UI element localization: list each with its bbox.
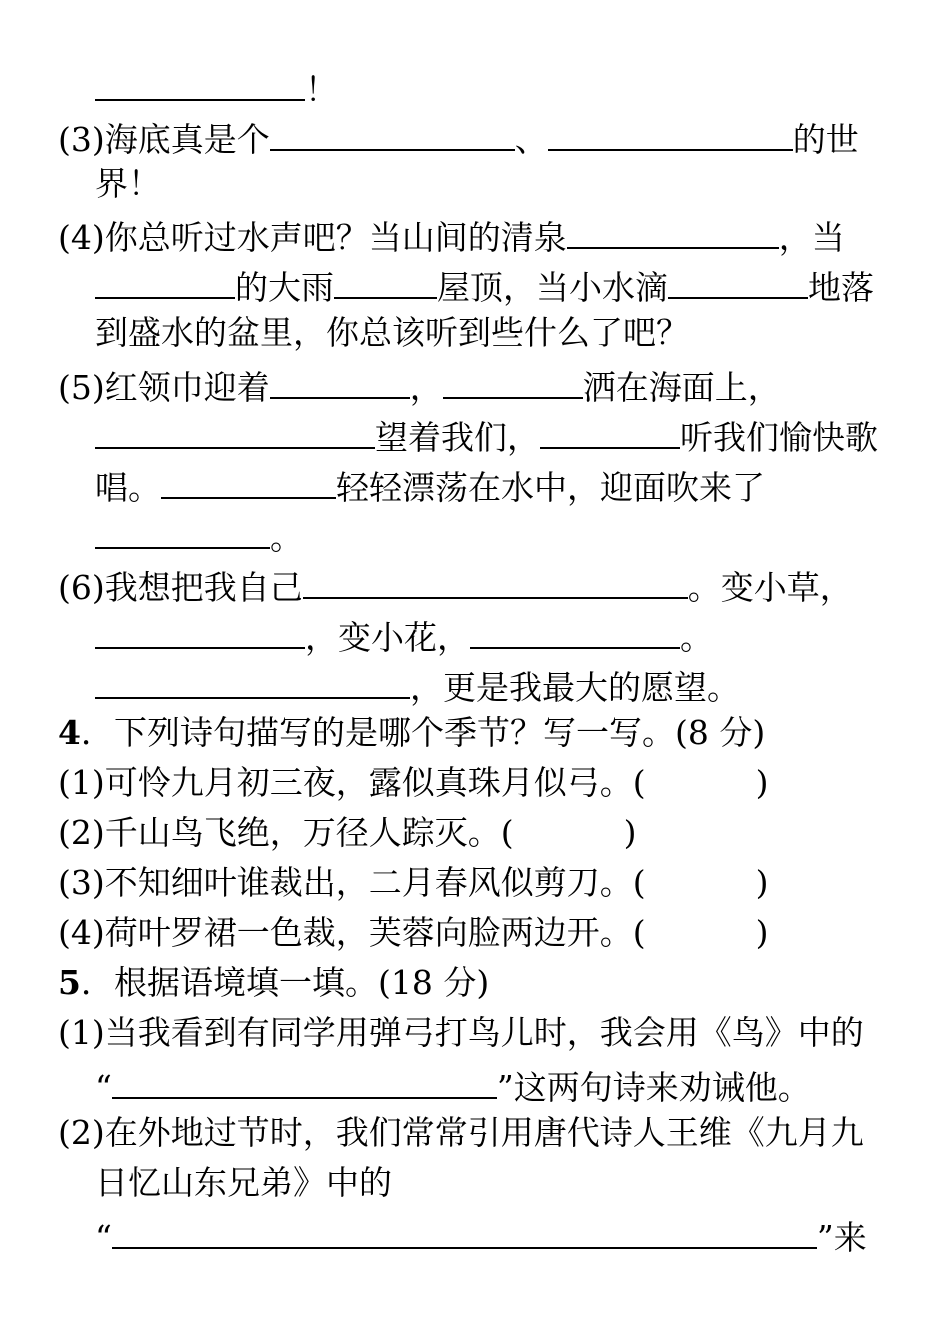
text-segment: ) bbox=[755, 913, 769, 952]
text-segment: (4)荷叶罗裙一色裁，芙蓉向脸两边开。( bbox=[58, 913, 646, 952]
fill-in-blank[interactable] bbox=[95, 516, 270, 549]
fill-in-blank[interactable] bbox=[303, 566, 688, 599]
text-segment: “ bbox=[95, 1068, 112, 1108]
text-segment: 的世 bbox=[792, 120, 859, 160]
text-segment: 的大雨 bbox=[235, 268, 334, 308]
fill-in-blank[interactable] bbox=[95, 616, 305, 649]
text-line bbox=[95, 164, 161, 203]
text-line bbox=[58, 566, 853, 608]
text-line bbox=[95, 466, 765, 508]
text-segment: ) bbox=[755, 763, 769, 802]
text-line bbox=[58, 963, 490, 1002]
text-line bbox=[58, 713, 766, 752]
fill-in-blank[interactable] bbox=[334, 266, 437, 299]
text-line bbox=[95, 1216, 867, 1258]
text-segment: 轻轻漂荡在水中，迎面吹来了 bbox=[336, 468, 765, 508]
text-segment: 。 bbox=[270, 518, 303, 558]
text-segment: (3)海底真是个 bbox=[58, 120, 270, 160]
text-line bbox=[58, 863, 769, 902]
fill-in-blank[interactable] bbox=[443, 366, 583, 399]
text-line bbox=[58, 813, 637, 852]
text-segment: 、 bbox=[514, 120, 548, 160]
text-segment: “ bbox=[95, 1218, 112, 1258]
fill-in-blank[interactable] bbox=[112, 1066, 497, 1099]
text-segment: 洒在海面上， bbox=[582, 368, 781, 408]
text-line bbox=[58, 118, 859, 160]
text-segment: ．下列诗句描写的是哪个季节？写一写。(8 分) bbox=[80, 713, 766, 752]
fill-in-blank[interactable] bbox=[95, 666, 410, 699]
text-segment: ) bbox=[755, 863, 769, 902]
text-segment: 屋顶，当小水滴 bbox=[437, 268, 668, 308]
text-segment: 听我们愉快歌 bbox=[680, 418, 878, 458]
text-segment: 唱。 bbox=[95, 468, 161, 508]
text-segment: (1)当我看到有同学用弹弓打鸟儿时，我会用《鸟》中的 bbox=[58, 1013, 864, 1052]
text-line bbox=[58, 1013, 864, 1052]
text-line bbox=[58, 366, 781, 408]
text-segment: 到盛水的盆里，你总该听到些什么了吧？ bbox=[95, 313, 689, 352]
fill-in-blank[interactable] bbox=[95, 266, 235, 299]
text-line bbox=[58, 913, 769, 952]
text-segment: (2)在外地过节时，我们常常引用唐代诗人王维《九月九 bbox=[58, 1113, 864, 1152]
text-line bbox=[58, 763, 769, 802]
text-line bbox=[95, 516, 303, 558]
text-segment: ”来 bbox=[816, 1218, 867, 1258]
text-line bbox=[95, 1163, 392, 1202]
text-segment: 。 bbox=[680, 618, 713, 658]
fill-in-blank[interactable] bbox=[567, 216, 779, 249]
text-line bbox=[95, 416, 878, 458]
fill-in-blank[interactable] bbox=[470, 616, 680, 649]
text-segment: (1)可怜九月初三夜，露似真珠月似弓。( bbox=[58, 763, 646, 802]
text-segment: ，当 bbox=[778, 218, 845, 258]
text-segment: (6)我想把我自己 bbox=[58, 568, 303, 608]
fill-in-blank[interactable] bbox=[668, 266, 808, 299]
text-segment: ，更是我最大的愿望。 bbox=[410, 668, 740, 708]
fill-in-blank[interactable] bbox=[270, 118, 515, 151]
text-segment: (5)红领巾迎着 bbox=[58, 368, 270, 408]
text-line bbox=[95, 666, 740, 708]
text-segment: 。变小草， bbox=[687, 568, 853, 608]
text-line bbox=[95, 313, 689, 352]
text-line bbox=[95, 616, 713, 658]
text-segment: 4 bbox=[58, 713, 81, 752]
fill-in-blank[interactable] bbox=[270, 366, 410, 399]
fill-in-blank[interactable] bbox=[548, 118, 793, 151]
fill-in-blank[interactable] bbox=[112, 1216, 817, 1249]
text-segment: 日忆山东兄弟》中的 bbox=[95, 1163, 392, 1202]
text-segment: (4)你总听过水声吧？当山间的清泉 bbox=[58, 218, 567, 258]
fill-in-blank[interactable] bbox=[161, 466, 336, 499]
text-segment: 望着我们， bbox=[375, 418, 540, 458]
fill-in-blank[interactable] bbox=[95, 68, 305, 101]
text-line bbox=[58, 1113, 864, 1152]
text-segment: ！ bbox=[305, 70, 338, 110]
fill-in-blank[interactable] bbox=[95, 416, 375, 449]
text-segment: ， bbox=[409, 368, 443, 408]
text-line bbox=[58, 216, 845, 258]
fill-in-blank[interactable] bbox=[540, 416, 680, 449]
text-segment: ，变小花， bbox=[305, 618, 470, 658]
text-segment: 界！ bbox=[95, 164, 161, 203]
text-segment: ”这两句诗来劝诫他。 bbox=[496, 1068, 811, 1108]
text-segment: 5 bbox=[58, 963, 81, 1002]
text-segment: (2)千山鸟飞绝，万径人踪灭。( bbox=[58, 813, 514, 852]
text-segment: (3)不知细叶谁裁出，二月春风似剪刀。( bbox=[58, 863, 646, 902]
text-line bbox=[95, 1066, 811, 1108]
text-segment: ) bbox=[623, 813, 637, 852]
text-segment: 地落 bbox=[808, 268, 874, 308]
text-segment: ．根据语境填一填。(18 分) bbox=[80, 963, 490, 1002]
text-line bbox=[95, 68, 338, 110]
text-line bbox=[95, 266, 874, 308]
